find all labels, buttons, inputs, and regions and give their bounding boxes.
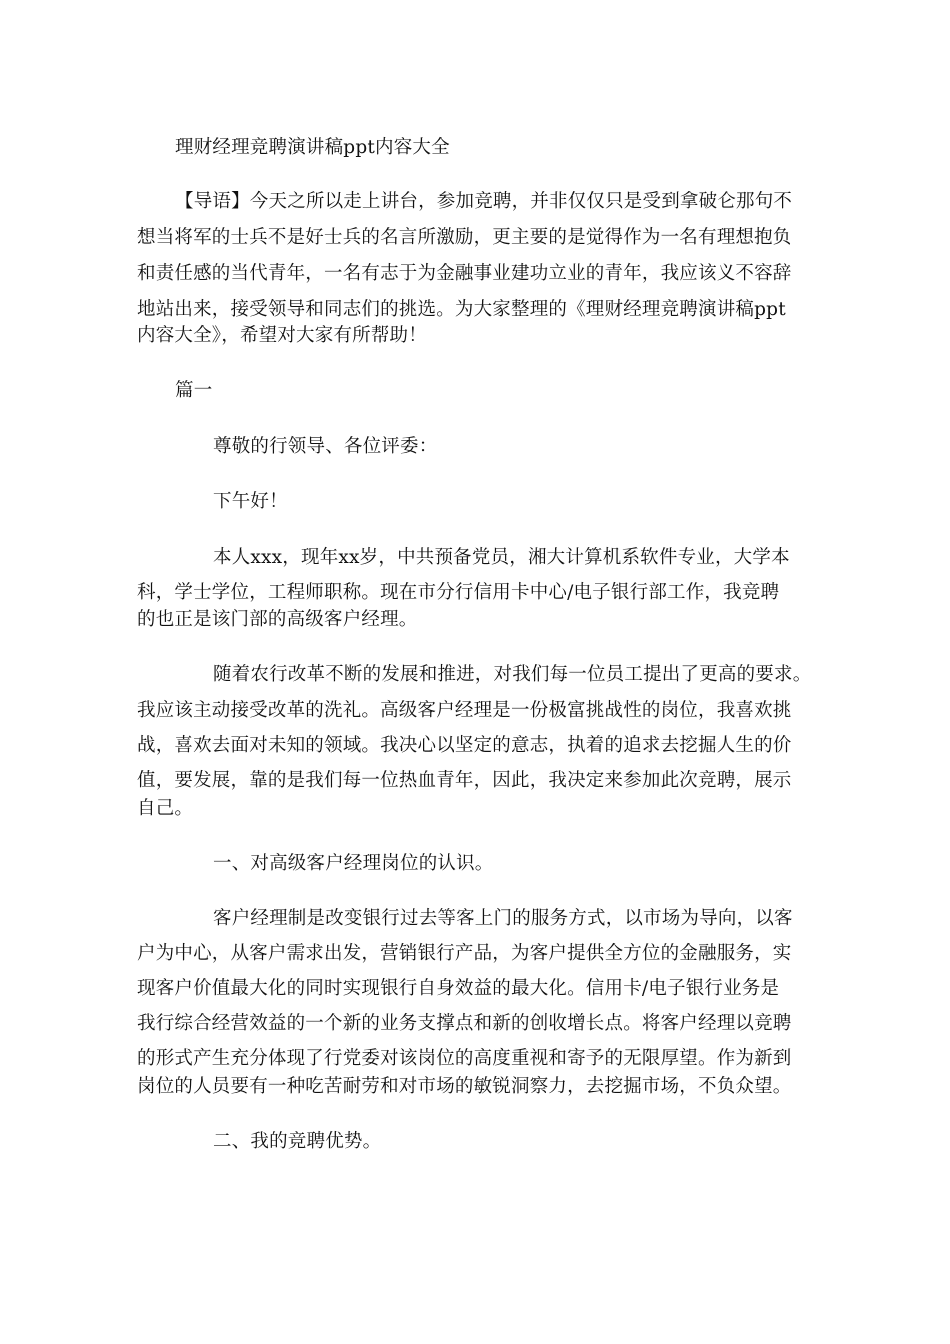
paragraph-line: 自己。 [137,798,194,819]
section-heading: 一、对高级客户经理岗位的认识。 [213,853,494,874]
intro-line: 和责任感的当代青年，一名有志于为金融事业建功立业的青年，我应该义不容辞 [137,263,792,284]
paragraph-line: 科，学士学位，工程师职称。现在市分行信用卡中心/电子银行部工作，我竞聘 [137,582,780,603]
intro-line: 【导语】今天之所以走上讲台，参加竞聘，并非仅仅只是受到拿破仑那句不 [175,191,793,212]
paragraph-line: 现客户价值最大化的同时实现银行自身效益的最大化。信用卡/电子银行业务是 [137,978,780,999]
greeting: 下午好！ [213,491,288,512]
paragraph-line: 客户经理制是改变银行过去等客上门的服务方式，以市场为导向，以客 [213,908,793,929]
paragraph-line: 的也正是该门部的高级客户经理。 [137,609,418,630]
paragraph-line: 我行综合经营效益的一个新的业务支撑点和新的创收增长点。将客户经理以竞聘 [137,1013,792,1034]
document-title: 理财经理竞聘演讲稿ppt内容大全 [175,137,450,158]
intro-line: 地站出来，接受领导和同志们的挑选。为大家整理的《理财经理竞聘演讲稿ppt [137,299,786,320]
paragraph-line: 值，要发展，靠的是我们每一位热血青年，因此，我决定来参加此次竞聘，展示 [137,770,792,791]
paragraph-line: 本人xxx，现年xx岁，中共预备党员，湘大计算机系软件专业，大学本 [213,547,790,568]
section-heading: 二、我的竞聘优势。 [213,1131,382,1152]
intro-line: 内容大全》，希望对大家有所帮助！ [137,325,427,346]
paragraph-line: 战，喜欢去面对未知的领域。我决心以坚定的意志，执着的追求去挖掘人生的价 [137,735,792,756]
paragraph-line: 随着农行改革不断的发展和推进，对我们每一位员工提出了更高的要求。 [213,664,812,685]
paragraph-line: 户为中心，从客户需求出发，营销银行产品，为客户提供全方位的金融服务，实 [137,943,792,964]
intro-line: 想当将军的士兵不是好士兵的名言所激励，更主要的是觉得作为一名有理想抱负 [137,227,792,248]
section-label: 篇一 [175,380,213,401]
salutation: 尊敬的行领导、各位评委： [213,436,438,457]
paragraph-line: 岗位的人员要有一种吃苦耐劳和对市场的敏锐洞察力，去挖掘市场，不负众望。 [137,1076,792,1097]
paragraph-line: 我应该主动接受改革的洗礼。高级客户经理是一份极富挑战性的岗位，我喜欢挑 [137,700,792,721]
paragraph-line: 的形式产生充分体现了行党委对该岗位的高度重视和寄予的无限厚望。作为新到 [137,1048,792,1069]
